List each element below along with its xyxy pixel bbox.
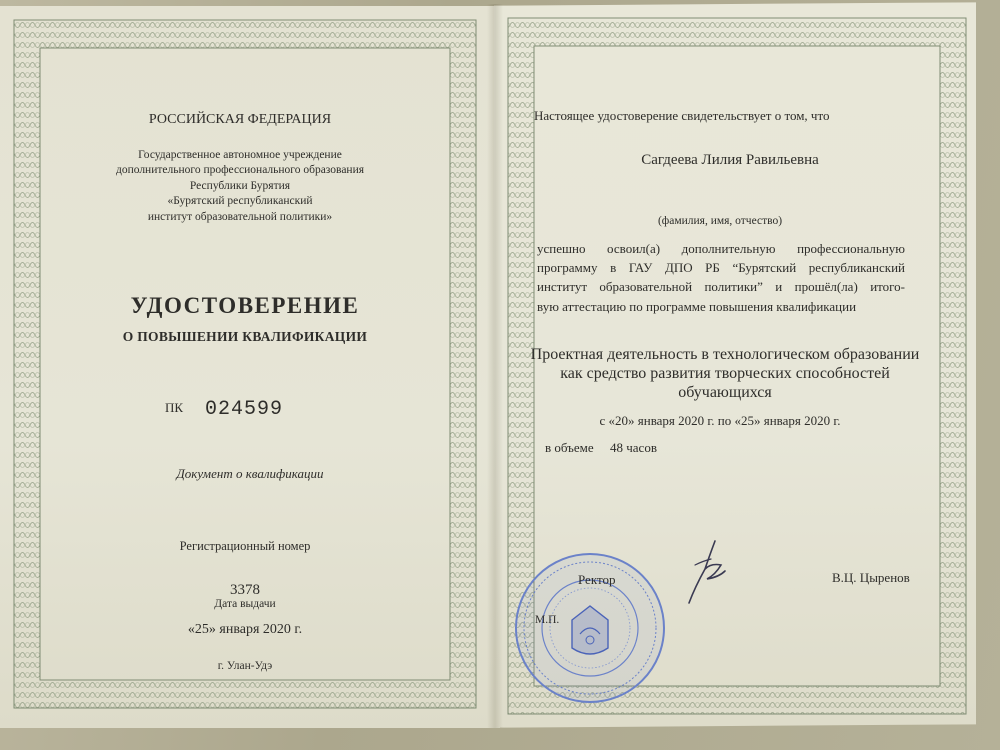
country-heading: РОССИЙСКАЯ ФЕДЕРАЦИЯ [148, 112, 332, 127]
volume-label: в объеме [545, 440, 594, 455]
institution-line-4: «Бурятский республиканский [167, 195, 313, 207]
intro-text: Настоящее удостоверение свидетельствует о том, что [534, 108, 830, 123]
series-label: ПК [165, 400, 184, 415]
document-subtitle: О ПОВЫШЕНИИ КВАЛИФИКАЦИИ [122, 329, 368, 344]
program-line-1: Проектная деятельность в технологическом образовании [530, 346, 920, 363]
program-line-2: как средство развития творческих способностей [560, 365, 890, 382]
document-type: Документ о квалификации [176, 466, 324, 481]
document-title: УДОСТОВЕРЕНИЕ [130, 293, 360, 318]
body-line-3: институт образовательной политики” и прошёл(ла) итого- [537, 279, 905, 294]
issue-date-label: Дата выдачи [214, 598, 276, 610]
registration-number: 3378 [230, 582, 260, 598]
body-line-2: программу в ГАУ ДПО РБ “Бурятский республиканский [537, 260, 905, 275]
rector-name: В.Ц. Цыренов [832, 570, 910, 585]
program-line-3: обучающихся [678, 384, 772, 401]
study-period: с «20» января 2020 г. по «25» января 2020 г. [599, 413, 841, 428]
institution-line-1: Государственное автономное учреждение [138, 149, 342, 161]
issue-city: г. Улан-Удэ [217, 660, 273, 672]
body-line-4: вую аттестацию по программе повышения квалификации [537, 299, 857, 314]
institution-line-2: дополнительного профессионального образования [115, 164, 365, 176]
stamp-label: М.П. [535, 614, 560, 626]
name-caption: (фамилия, имя, отчество) [657, 215, 783, 227]
issue-date: «25» января 2020 г. [187, 622, 303, 637]
registration-label: Регистрационный номер [179, 539, 311, 553]
body-line-1: успешно освоил(а) дополнительную профессиональную [537, 241, 905, 256]
certificate-number: 024599 [205, 398, 284, 421]
institution-line-3: Республики Бурятия [189, 180, 291, 192]
holder-full-name: Сагдеева Лилия Равильевна [641, 152, 819, 168]
rector-label: Ректор [578, 572, 616, 587]
volume-value: 48 часов [610, 440, 657, 455]
rector-signature [675, 535, 745, 610]
institution-line-5: институт образовательной политики» [147, 211, 333, 223]
